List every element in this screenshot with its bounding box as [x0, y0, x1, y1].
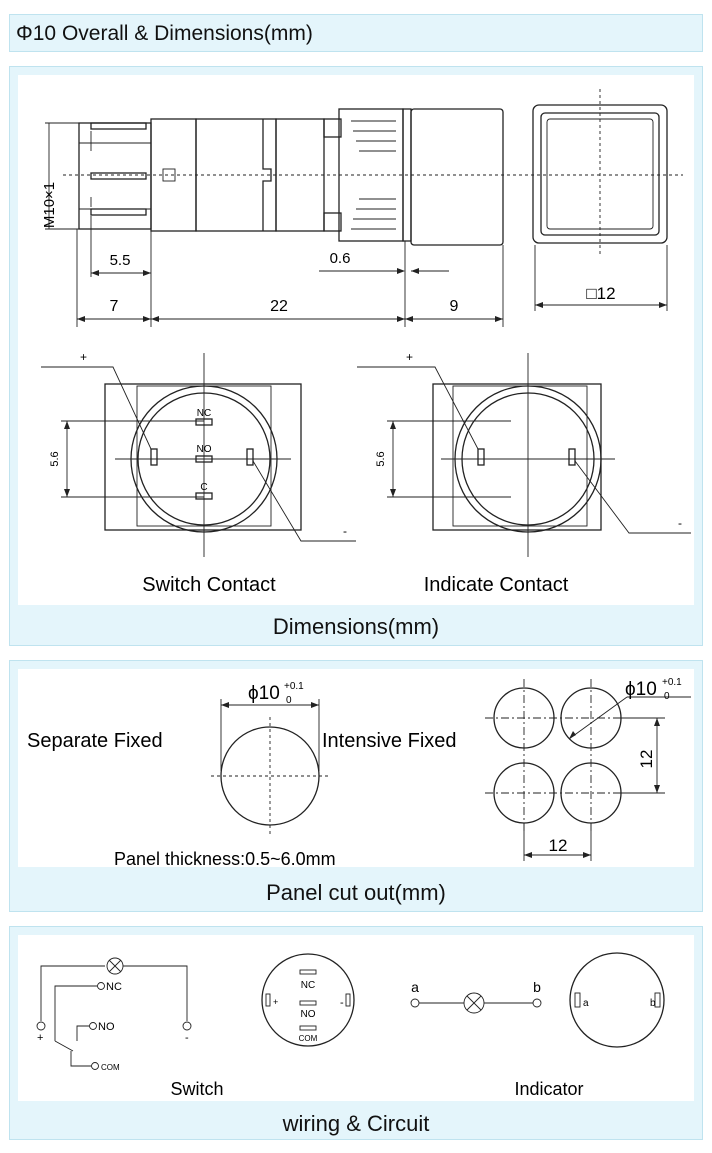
dim-5-5: 5.5: [109, 252, 131, 269]
indicator-caption: Indicator: [514, 1079, 584, 1099]
dimensions-panel: [9, 66, 703, 646]
switch-label-no: NO: [98, 1021, 115, 1033]
switch-caption: Switch: [170, 1079, 224, 1099]
panel-cutout-panel: [9, 660, 703, 912]
phi-label-1: ϕ10: [248, 683, 280, 704]
panel-cutout-title: Panel cut out(mm): [266, 880, 446, 905]
panel-cutout-drawing: [18, 669, 696, 867]
round-label-plus: +: [273, 997, 279, 1007]
separate-fixed-label: Separate Fixed: [27, 730, 163, 752]
label-nc: NC: [196, 408, 212, 419]
round-label-no: NO: [300, 1009, 316, 1020]
indicator-label-a: a: [411, 979, 419, 995]
caption-indicate-contact: Indicate Contact: [423, 574, 569, 596]
label-minus-2: -: [678, 516, 682, 530]
dim-thread: M10×1: [41, 181, 58, 229]
indicator-terminal-a: a: [583, 998, 589, 1009]
label-plus-2: +: [406, 350, 414, 364]
tol-plus-1: +0.1: [284, 681, 304, 692]
tol-zero-2: 0: [664, 691, 670, 702]
tol-plus-2: +0.1: [662, 677, 682, 688]
panel-thickness: Panel thickness:0.5~6.0mm: [114, 849, 336, 869]
round-label-com: COM: [298, 1034, 318, 1043]
panel-cutout-drawing-area: [18, 669, 694, 867]
label-minus-1: -: [343, 524, 347, 538]
dimensions-drawing: [18, 75, 696, 605]
caption-switch-contact: Switch Contact: [142, 574, 276, 596]
dim-22: 22: [270, 298, 288, 315]
label-no: NO: [196, 444, 212, 455]
dim-9: 9: [449, 298, 459, 315]
dim-5-6-a: 5.6: [49, 451, 61, 467]
header-title: Φ10 Overall & Dimensions(mm): [16, 22, 313, 45]
wiring-title: wiring & Circuit: [282, 1111, 430, 1136]
indicator-label-b: b: [533, 979, 541, 995]
dim-7: 7: [109, 298, 119, 315]
indicate-contact-view: [357, 353, 691, 557]
dim-12-vertical: 12: [637, 749, 656, 769]
tol-zero-1: 0: [286, 695, 292, 706]
dimensions-title: Dimensions(mm): [272, 614, 440, 639]
indicator-terminal-b: b: [650, 998, 656, 1009]
switch-label-nc: NC: [106, 981, 122, 993]
switch-label-minus: -: [185, 1032, 189, 1044]
dim-0-6: 0.6: [329, 250, 351, 267]
dim-sq12: □12: [586, 284, 616, 303]
intensive-fixed-label: Intensive Fixed: [322, 730, 457, 752]
round-label-nc: NC: [300, 980, 316, 991]
switch-contact-view: [41, 353, 356, 557]
switch-label-plus: +: [37, 1032, 44, 1044]
dim-12-horizontal: 12: [548, 836, 568, 855]
phi-label-2: ϕ10: [625, 679, 657, 700]
dimensions-drawing-area: [18, 75, 694, 605]
switch-label-com: COM: [101, 1063, 120, 1072]
label-plus-1: +: [80, 350, 88, 364]
header-bar: [9, 14, 703, 52]
round-label-minus: -: [340, 997, 344, 1009]
label-c: C: [200, 482, 208, 493]
wiring-panel: [9, 926, 703, 1140]
dim-5-6-b: 5.6: [375, 451, 387, 467]
wiring-drawing-area: [18, 935, 694, 1101]
wiring-drawing: [18, 935, 696, 1101]
